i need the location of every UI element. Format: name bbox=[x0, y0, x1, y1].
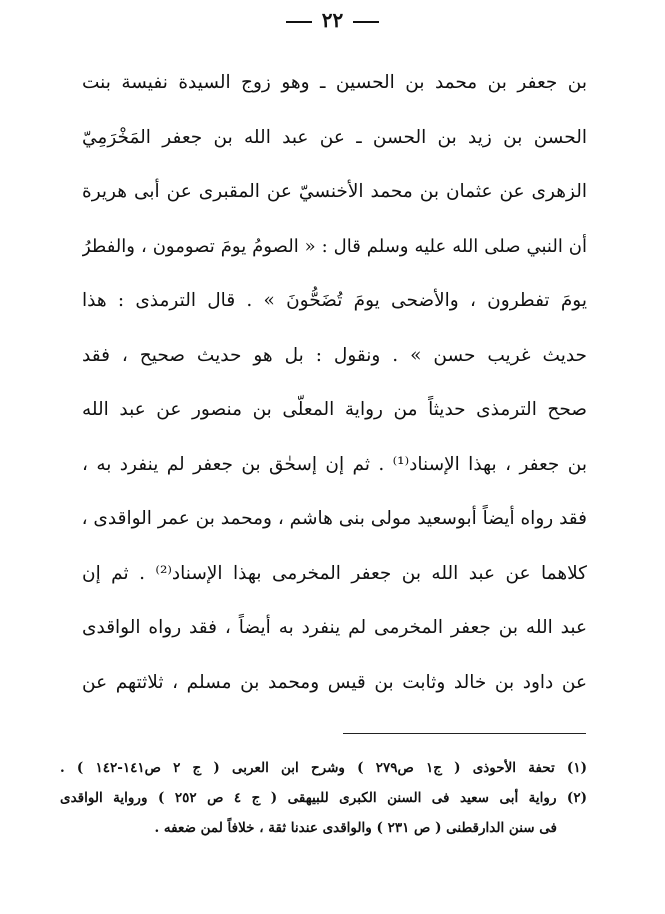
footnotes bbox=[60, 753, 587, 843]
body-line: صحح الترمذى حديثاً من رواية المعلّى بن منصور عن عبد الله bbox=[82, 399, 587, 420]
body-text bbox=[82, 56, 587, 710]
page-number: ٢٢ bbox=[321, 8, 344, 32]
body-line: الحسن بن زيد بن الحسن ـ عن عبد الله بن جعفر المَخْرَمِيّ bbox=[82, 126, 587, 148]
body-line: الزهرى عن عثمان بن محمد الأخنسيّ عن المقبرى عن أبى هريرة bbox=[82, 181, 587, 202]
body-line: فقد رواه أيضاً أبوسعيد مولى بنى هاشم ، ومحمد بن عمر الواقدى ، bbox=[82, 508, 587, 529]
footnote-1: (١) تحفة الأحوذى ( ج١ ص٢٧٩ ) وشرح ابن العربى ( ج ٢ ص١٤١-١٤٢ ) . bbox=[60, 760, 587, 776]
page-header bbox=[0, 8, 665, 32]
body-line: أن النبي صلى الله عليه وسلم قال : « الصومُ يومَ تصومون ، والفطرُ bbox=[82, 235, 587, 257]
footnote-2-continuation: فى سنن الدارقطنى ( ص ٢٣١ ) والواقدى عندنا ثقة ، خلافاً لمن ضعفه . bbox=[154, 820, 557, 836]
body-line: يومَ تفطرون ، والأضحى يومَ تُضَحُّونَ » . قال الترمذى : هذا bbox=[82, 290, 587, 311]
header-dash-right bbox=[353, 21, 379, 23]
header-dash-left bbox=[286, 21, 312, 23]
body-line: بن جعفر بن محمد بن الحسين ـ وهو زوج السيدة نفيسة بنت bbox=[82, 72, 587, 93]
body-line: حديث غريب حسن » . ونقول : بل هو حديث صحيح ، فقد bbox=[82, 344, 587, 366]
body-line: بن جعفر ، بهذا الإسناد⁽¹⁾ . ثم إن إسحٰق بن جعفر لم ينفرد به ، bbox=[82, 453, 587, 475]
footnote-2: (٢) رواية أبى سعيد فى السنن الكبرى للبيهقى ( ج ٤ ص ٢٥٢ ) ورواية الواقدى bbox=[60, 790, 587, 806]
body-line: كلاهما عن عبد الله بن جعفر المخرمى بهذا الإسناد⁽²⁾ . ثم إن bbox=[82, 562, 587, 584]
body-line: عبد الله بن جعفر المخرمى لم ينفرد به أيضاً ، فقد رواه الواقدى bbox=[82, 617, 587, 638]
footnote-separator bbox=[343, 733, 586, 734]
body-line: عن داود بن خالد وثابت بن قيس ومحمد بن مسلم ، ثلاثتهم عن bbox=[82, 671, 587, 693]
